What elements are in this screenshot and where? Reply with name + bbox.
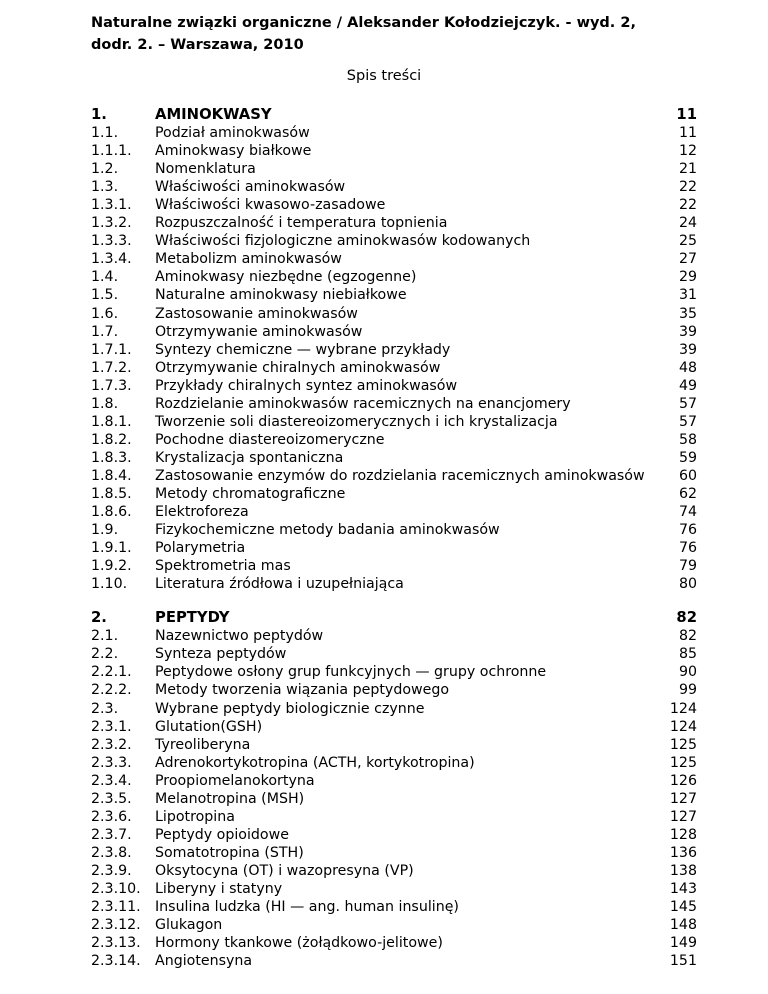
page-number: 143 (669, 880, 697, 897)
page-number: 59 (678, 449, 697, 466)
toc-entry-row (91, 790, 697, 808)
section-title: Synteza peptydów (155, 646, 287, 663)
section-title: Przykłady chiralnych syntez aminokwasów (155, 377, 458, 394)
section-title: Somatotropina (STH) (155, 844, 304, 861)
toc-entry-row (91, 718, 697, 736)
section-number: 1.2. (91, 161, 119, 178)
section-number: 1.1.1. (91, 143, 132, 160)
page-number: 79 (678, 558, 697, 575)
page-number: 74 (678, 504, 697, 521)
page-number: 48 (678, 359, 697, 376)
section-title: Zastosowanie enzymów do rozdzielania racemicznych aminokwasów (155, 467, 645, 484)
section-title: Metody chromatograficzne (155, 485, 346, 502)
page-number: 125 (669, 736, 697, 753)
section-title: Właściwości aminokwasów (155, 179, 346, 196)
page-number: 149 (669, 935, 697, 952)
toc-entry-row (91, 826, 697, 844)
section-number: 1.7.2. (91, 359, 132, 376)
section-number: 2.3.11. (91, 899, 141, 916)
toc-entry-row (91, 808, 697, 826)
page-number: 22 (678, 197, 697, 214)
toc-entry-row (91, 952, 697, 970)
toc-entry-row (91, 539, 697, 557)
page-number: 57 (678, 413, 697, 430)
page-number: 11 (676, 106, 697, 123)
section-number: 1.4. (91, 269, 119, 286)
section-title: Właściwości fizjologiczne aminokwasów kodowanych (155, 233, 531, 250)
toc-entry-row (91, 341, 697, 359)
section-number: 2. (91, 609, 107, 627)
toc-entry-row (91, 160, 697, 178)
section-title: AMINOKWASY (155, 106, 272, 123)
page-number: 80 (678, 576, 697, 593)
section-title: Angiotensyna (155, 953, 253, 970)
section-number: 1.3. (91, 179, 119, 196)
section-title: Tworzenie soli diastereoizomerycznych i ich krystalizacja (155, 413, 558, 430)
toc-entry-row (91, 880, 697, 898)
toc-chapter-row (91, 609, 697, 627)
section-number: 2.3.14. (91, 953, 141, 970)
section-title: Melanotropina (MSH) (155, 790, 305, 807)
section-number: 1.8.1. (91, 413, 132, 430)
section-title: Glukagon (155, 917, 223, 934)
section-number: 1.8.2. (91, 431, 132, 448)
section-number: 1. (91, 106, 107, 123)
toc-entry-row (91, 305, 697, 323)
toc-entry-row (91, 934, 697, 952)
section-number: 2.3.7. (91, 826, 132, 843)
section-title: Aminokwasy niezbędne (egzogenne) (155, 269, 417, 286)
section-title: Pochodne diastereoizomeryczne (155, 431, 385, 448)
toc-entry-row (91, 754, 697, 772)
section-number: 2.3.10. (91, 880, 141, 897)
page-number: 39 (678, 323, 697, 340)
section-number: 2.3.13. (91, 935, 141, 952)
section-title: Proopiomelanokortyna (155, 772, 315, 789)
toc-entry-row (91, 663, 697, 681)
section-number: 1.6. (91, 305, 119, 322)
section-title: Nomenklatura (155, 161, 256, 178)
page-number: 127 (669, 790, 697, 807)
page-number: 136 (669, 844, 697, 861)
section-number: 2.3.4. (91, 772, 132, 789)
toc-heading: Spis treści (346, 68, 422, 84)
section-title: Tyreoliberyna (155, 736, 251, 753)
toc-entry-row (91, 250, 697, 268)
section-title: Literatura źródłowa i uzupełniająca (155, 576, 404, 593)
page-number: 57 (678, 395, 697, 412)
page-number: 62 (678, 485, 697, 502)
section-number: 1.3.2. (91, 215, 132, 232)
page-number: 151 (669, 953, 697, 970)
toc-entry-row (91, 736, 697, 754)
section-title: Hormony tkankowe (żołądkowo-jelitowe) (155, 935, 443, 952)
page-number: 11 (678, 125, 697, 142)
section-title: Insulina ludzka (HI — ang. human insulinę) (155, 899, 459, 916)
section-title: Rozdzielanie aminokwasów racemicznych na enancjomery (155, 395, 571, 412)
section-number: 2.3.8. (91, 844, 132, 861)
section-number: 2.3.9. (91, 862, 132, 879)
page-number: 35 (678, 305, 697, 322)
toc-entry-row (91, 521, 697, 539)
section-title: Lipotropina (155, 808, 235, 825)
toc-entry-row (91, 268, 697, 286)
section-number: 2.3. (91, 700, 119, 717)
section-number: 1.8. (91, 395, 119, 412)
section-number: 1.5. (91, 287, 119, 304)
page-number: 90 (678, 664, 697, 681)
toc-entry-row (91, 124, 697, 142)
toc-entry-row (91, 681, 697, 699)
section-number: 1.10. (91, 576, 128, 593)
page-number: 148 (669, 917, 697, 934)
section-title: Naturalne aminokwasy niebiałkowe (155, 287, 407, 304)
toc-entry-row (91, 898, 697, 916)
section-number: 2.3.2. (91, 736, 132, 753)
toc-entry-row (91, 413, 697, 431)
section-number: 1.8.4. (91, 467, 132, 484)
toc-entry-row (91, 359, 697, 377)
section-title: Krystalizacja spontaniczna (155, 449, 344, 466)
section-number: 2.1. (91, 628, 119, 645)
page-number: 49 (678, 377, 697, 394)
page-number: 27 (678, 251, 697, 268)
section-title: Spektrometria mas (155, 558, 291, 575)
section-number: 2.3.12. (91, 917, 141, 934)
header-line-1: Naturalne związki organiczne / Aleksander Kołodziejczyk. - wyd. 2, (91, 15, 636, 31)
toc-entry-row (91, 286, 697, 304)
section-number: 1.8.6. (91, 504, 132, 521)
page-number: 12 (678, 143, 697, 160)
table-of-contents (91, 106, 697, 970)
section-title: Syntezy chemiczne — wybrane przykłady (155, 341, 451, 358)
page-number: 82 (678, 628, 697, 645)
page-number: 39 (678, 341, 697, 358)
section-title: Aminokwasy białkowe (155, 143, 312, 160)
page-number: 76 (678, 540, 697, 557)
page-number: 60 (678, 467, 697, 484)
header-line-2: dodr. 2. – Warszawa, 2010 (91, 37, 304, 53)
section-title: Elektroforeza (155, 504, 249, 521)
section-title: Peptydowe osłony grup funkcyjnych — grupy ochronne (155, 664, 547, 681)
section-title: Oksytocyna (OT) i wazopresyna (VP) (155, 862, 414, 879)
section-number: 1.7.1. (91, 341, 132, 358)
section-title: Właściwości kwasowo-zasadowe (155, 197, 386, 214)
section-number: 2.3.1. (91, 718, 132, 735)
toc-chapter-row (91, 106, 697, 124)
section-number: 1.8.3. (91, 449, 132, 466)
page-number: 127 (669, 808, 697, 825)
toc-entry-row (91, 431, 697, 449)
section-title: Metody tworzenia wiązania peptydowego (155, 682, 450, 699)
page-number: 124 (669, 700, 697, 717)
section-number: 1.9. (91, 522, 119, 539)
section-title: Otrzymywanie chiralnych aminokwasów (155, 359, 441, 376)
page-number: 124 (669, 718, 697, 735)
toc-entry-row (91, 142, 697, 160)
section-title: Adrenokortykotropina (ACTH, kortykotropina) (155, 754, 475, 771)
page-number: 21 (678, 161, 697, 178)
page-number: 82 (676, 609, 697, 627)
page-number: 76 (678, 522, 697, 539)
toc-entry-row (91, 645, 697, 663)
section-number: 1.8.5. (91, 485, 132, 502)
toc-entry-row (91, 557, 697, 575)
toc-entry-row (91, 575, 697, 593)
page-number: 58 (678, 431, 697, 448)
toc-entry-row (91, 844, 697, 862)
toc-entry-row (91, 862, 697, 880)
toc-entry-row (91, 449, 697, 467)
section-title: Metabolizm aminokwasów (155, 251, 342, 268)
section-number: 2.2.1. (91, 664, 132, 681)
section-title: Rozpuszczalność i temperatura topnienia (155, 215, 448, 232)
section-number: 1.3.4. (91, 251, 132, 268)
toc-entry-row (91, 214, 697, 232)
toc-entry-row (91, 196, 697, 214)
section-number: 2.3.5. (91, 790, 132, 807)
page-number: 85 (678, 646, 697, 663)
section-title: Liberyny i statyny (155, 880, 283, 897)
page-number: 126 (669, 772, 697, 789)
toc-entry-row (91, 467, 697, 485)
toc-entry-row (91, 377, 697, 395)
page-number: 24 (678, 215, 697, 232)
page-number: 125 (669, 754, 697, 771)
toc-entry-row (91, 485, 697, 503)
section-number: 2.2. (91, 646, 119, 663)
section-title: Polarymetria (155, 540, 246, 557)
section-title: Peptydy opioidowe (155, 826, 289, 843)
section-number: 2.3.6. (91, 808, 132, 825)
toc-entry-row (91, 232, 697, 250)
toc-entry-row (91, 772, 697, 790)
section-number: 1.3.1. (91, 197, 132, 214)
page-number: 145 (669, 899, 697, 916)
section-number: 1.7. (91, 323, 119, 340)
page-number: 99 (678, 682, 697, 699)
section-number: 1.9.1. (91, 540, 132, 557)
section-number: 1.7.3. (91, 377, 132, 394)
toc-entry-row (91, 700, 697, 718)
page-number: 128 (669, 826, 697, 843)
section-title: Otrzymywanie aminokwasów (155, 323, 363, 340)
section-number: 1.3.3. (91, 233, 132, 250)
bibliographic-header (91, 12, 711, 56)
toc-entry-row (91, 916, 697, 934)
toc-entry-row (91, 395, 697, 413)
page-number: 138 (669, 862, 697, 879)
section-title: PEPTYDY (155, 609, 230, 627)
toc-entry-row (91, 503, 697, 521)
toc-entry-row (91, 627, 697, 645)
page-number: 25 (678, 233, 697, 250)
section-title: Zastosowanie aminokwasów (155, 305, 358, 322)
section-number: 1.1. (91, 125, 119, 142)
section-number: 2.2.2. (91, 682, 132, 699)
section-number: 2.3.3. (91, 754, 132, 771)
section-title: Glutation(GSH) (155, 718, 263, 735)
section-title: Podział aminokwasów (155, 125, 310, 142)
section-number: 1.9.2. (91, 558, 132, 575)
page-number: 29 (678, 269, 697, 286)
section-title: Fizykochemiczne metody badania aminokwasów (155, 522, 500, 539)
page-number: 31 (678, 287, 697, 304)
section-title: Wybrane peptydy biologicznie czynne (155, 700, 425, 717)
toc-entry-row (91, 178, 697, 196)
page-number: 22 (678, 179, 697, 196)
toc-entry-row (91, 323, 697, 341)
section-title: Nazewnictwo peptydów (155, 628, 324, 645)
